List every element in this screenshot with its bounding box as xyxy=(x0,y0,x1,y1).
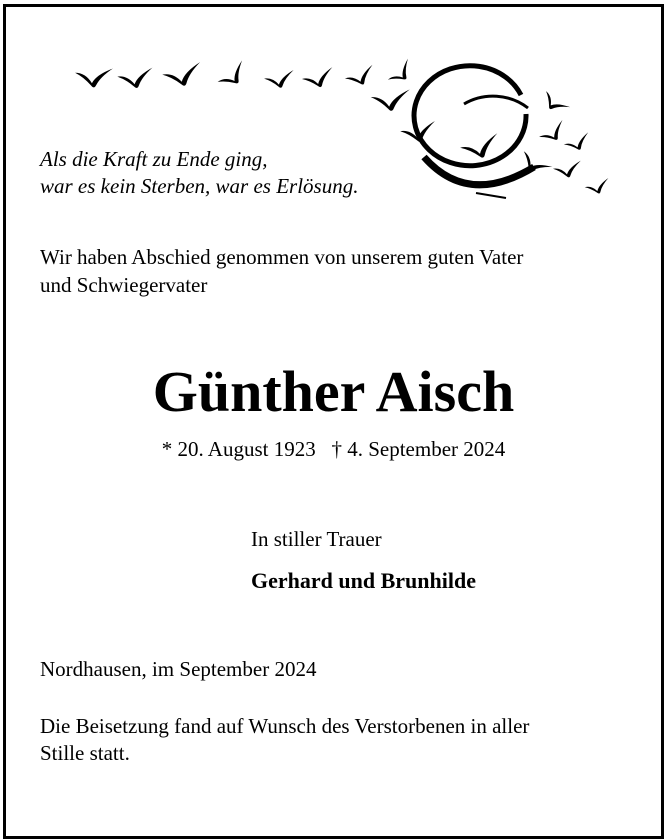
place-and-date: Nordhausen, im September 2024 xyxy=(40,657,317,681)
life-dates: * 20. August 1923 † 4. September 2024 xyxy=(161,437,506,461)
intro-text xyxy=(40,243,630,299)
burial-note xyxy=(40,713,630,767)
burial-line-2: Stille statt. xyxy=(40,741,130,765)
quote-line-2: war es kein Sterben, war es Erlösung. xyxy=(40,174,359,198)
quote-line-1: Als die Kraft zu Ende ging, xyxy=(40,147,268,171)
obituary-notice xyxy=(3,4,664,839)
deceased-name: Günther Aisch xyxy=(152,359,515,424)
sun-circle xyxy=(414,66,534,198)
intro-line-2: und Schwiegervater xyxy=(40,273,208,297)
mourning-label: In stiller Trauer xyxy=(251,527,382,551)
burial-line-1: Die Beisetzung fand auf Wunsch des Verstorbenen in aller xyxy=(40,714,530,738)
intro-line-1: Wir haben Abschied genommen von unserem guten Vater xyxy=(40,245,524,269)
memorial-quote xyxy=(40,146,358,200)
mourner-names: Gerhard und Brunhilde xyxy=(251,568,476,593)
